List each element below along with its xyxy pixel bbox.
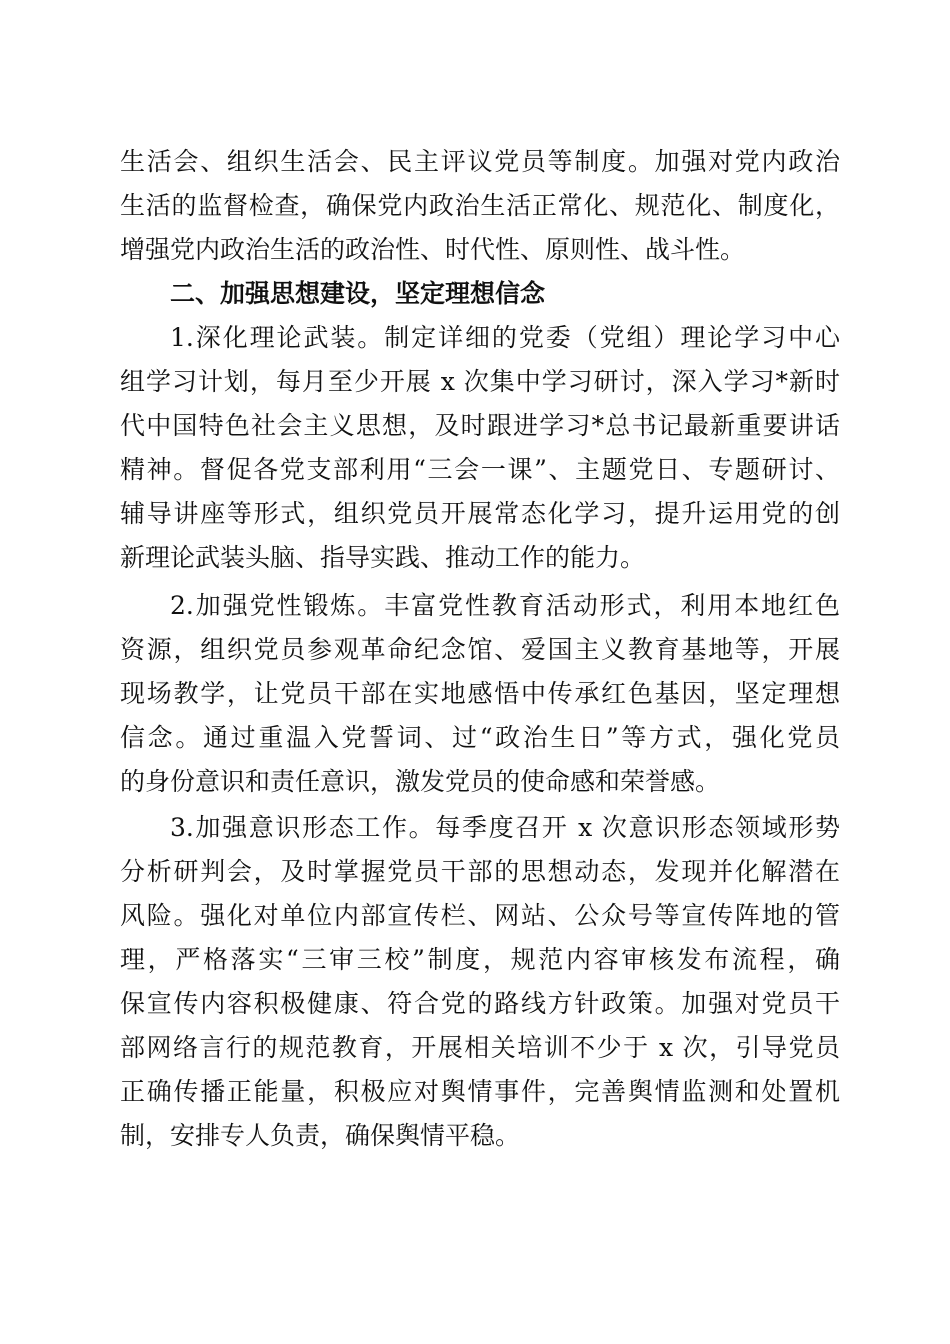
text-line: 3.加强意识形态工作。每季度召开 x 次意识形态领域形势: [170, 813, 840, 842]
text-line: 精神。督促各党支部利用“三会一课”、主题党日、专题研讨、: [120, 455, 840, 484]
text-line: 生活会、组织生活会、民主评议党员等制度。加强对党内政治: [120, 147, 840, 176]
text-line: 现场教学，让党员干部在实地感悟中传承红色基因，坚定理想: [120, 679, 840, 708]
text-line: 分析研判会，及时掌握党员干部的思想动态，发现并化解潜在: [120, 857, 840, 886]
text-line: 生活的监督检查，确保党内政治生活正常化、规范化、制度化，: [120, 191, 840, 220]
text-line: 1.深化理论武装。制定详细的党委（党组）理论学习中心: [170, 323, 840, 352]
text-line: 理，严格落实“三审三校”制度，规范内容审核发布流程，确: [120, 945, 840, 974]
text-line: 代中国特色社会主义思想，及时跟进学习*总书记最新重要讲话: [120, 411, 840, 440]
text-line: 的身份意识和责任意识，激发党员的使命感和荣誉感。: [120, 767, 721, 796]
text-line: 制，安排专人负责，确保舆情平稳。: [120, 1121, 521, 1150]
text-line: 正确传播正能量，积极应对舆情事件，完善舆情监测和处置机: [120, 1077, 840, 1106]
text-line: 新理论武装头脑、指导实践、推动工作的能力。: [120, 543, 646, 572]
text-line: 2.加强党性锻炼。丰富党性教育活动形式，利用本地红色: [170, 591, 840, 620]
text-line: 增强党内政治生活的政治性、时代性、原则性、战斗性。: [120, 235, 746, 264]
text-line: 信念。通过重温入党誓词、过“政治生日”等方式，强化党员: [120, 723, 840, 752]
text-line: 保宣传内容积极健康、符合党的路线方针政策。加强对党员干: [120, 989, 840, 1018]
text-line: 风险。强化对单位内部宣传栏、网站、公众号等宣传阵地的管: [120, 901, 840, 930]
text-line: 部网络言行的规范教育，开展相关培训不少于 x 次，引导党员: [120, 1033, 840, 1062]
text-line: 资源，组织党员参观革命纪念馆、爱国主义教育基地等，开展: [120, 635, 840, 664]
text-line: 辅导讲座等形式，组织党员开展常态化学习，提升运用党的创: [120, 499, 840, 528]
text-line: 组学习计划，每月至少开展 x 次集中学习研讨，深入学习*新时: [120, 367, 840, 396]
section-heading: 二、加强思想建设，坚定理想信念: [170, 279, 546, 308]
